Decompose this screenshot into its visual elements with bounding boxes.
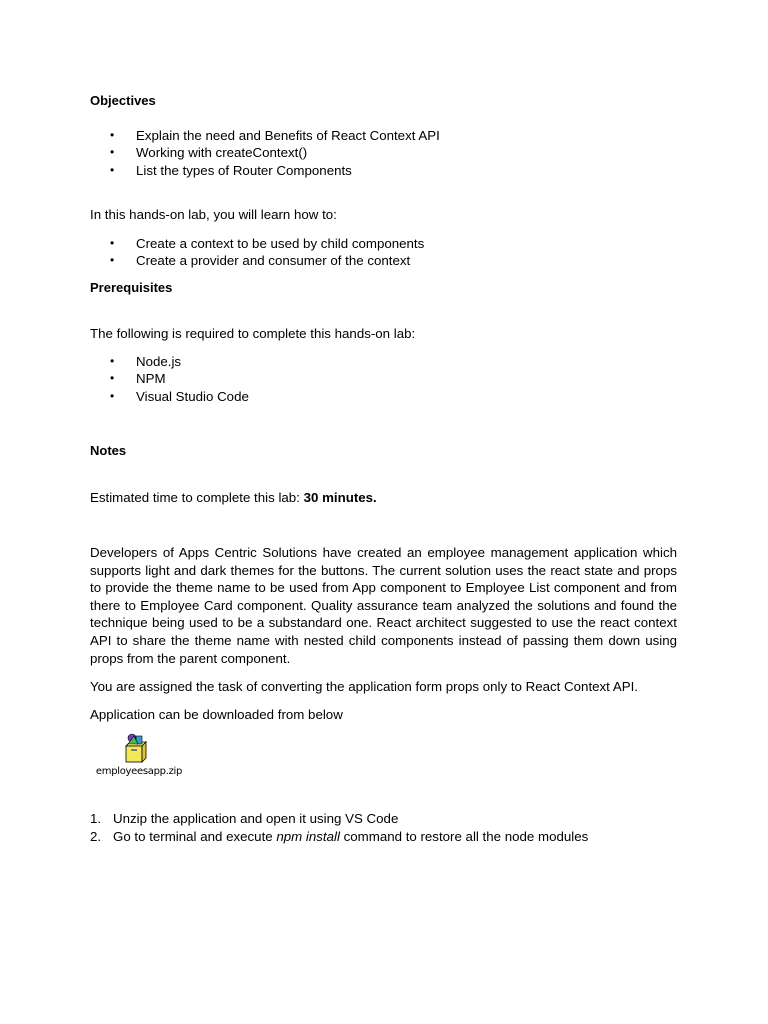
estimate-label: Estimated time to complete this lab: <box>90 490 304 505</box>
bullet-icon: • <box>110 354 115 368</box>
list-item: • Node.js <box>110 354 182 369</box>
list-item: • List the types of Router Components <box>110 162 352 178</box>
steps-list <box>90 810 588 845</box>
list-item: • Working with createContext() <box>110 145 308 161</box>
attachment-employeesapp[interactable] <box>94 732 184 777</box>
estimate-value: 30 minutes. <box>303 490 377 505</box>
step-text: Unzip the application and open it using VS Code <box>113 811 399 826</box>
list-item: • Visual Studio Code <box>110 388 249 404</box>
learn-intro: In this hands-on lab, you will learn how to: <box>90 207 337 222</box>
prerequisites-heading: Prerequisites <box>90 280 173 295</box>
objectives-list <box>90 127 440 179</box>
prerequisites-intro: The following is required to complete this hands-on lab: <box>90 326 416 341</box>
list-item: • Create a provider and consumer of the context <box>110 253 411 269</box>
zip-archive-icon <box>118 732 152 766</box>
prerequisites-list <box>90 353 249 405</box>
bullet-icon: • <box>110 236 115 250</box>
list-item: • NPM <box>110 371 166 387</box>
step-item <box>90 828 588 846</box>
bullet-icon: • <box>110 388 115 403</box>
step-number: 1. <box>90 811 102 826</box>
step-number: 2. <box>90 828 102 844</box>
learn-list <box>90 235 424 270</box>
bullet-icon: • <box>110 128 115 142</box>
step-text-post: command to restore all the node modules <box>339 828 589 844</box>
description-paragraph: Developers of Apps Centric Solutions have created an employee management application which supports light and dark themes for the buttons. The current solution uses the react state and props to provide the theme name to be used from App component to Employee List component and from there to Employee Card component. Quality assurance team analyzed the solutions and found the technique being used to be a substandard one. React architect suggested to use the react context API to share the theme name with nested child components instead of passing them down using props from the parent component. <box>90 545 677 666</box>
step-item <box>90 810 588 828</box>
notes-heading: Notes <box>90 443 127 458</box>
task-paragraph: You are assigned the task of converting the application form props only to React Context API. <box>90 679 638 694</box>
list-item: • Create a context to be used by child components <box>110 236 425 251</box>
attachment-filename: employeesapp.zip <box>95 766 183 777</box>
download-paragraph: Application can be downloaded from below <box>90 707 343 722</box>
estimate-line <box>90 489 377 506</box>
bullet-icon: • <box>110 162 115 177</box>
step-text-pre: Go to terminal and execute <box>113 828 277 844</box>
bullet-icon: • <box>110 253 115 268</box>
bullet-icon: • <box>110 371 115 386</box>
objectives-heading: Objectives <box>90 93 156 108</box>
bullet-icon: • <box>110 145 115 160</box>
step-command: npm install <box>276 828 340 844</box>
list-item: • Explain the need and Benefits of React Context API <box>110 128 440 143</box>
